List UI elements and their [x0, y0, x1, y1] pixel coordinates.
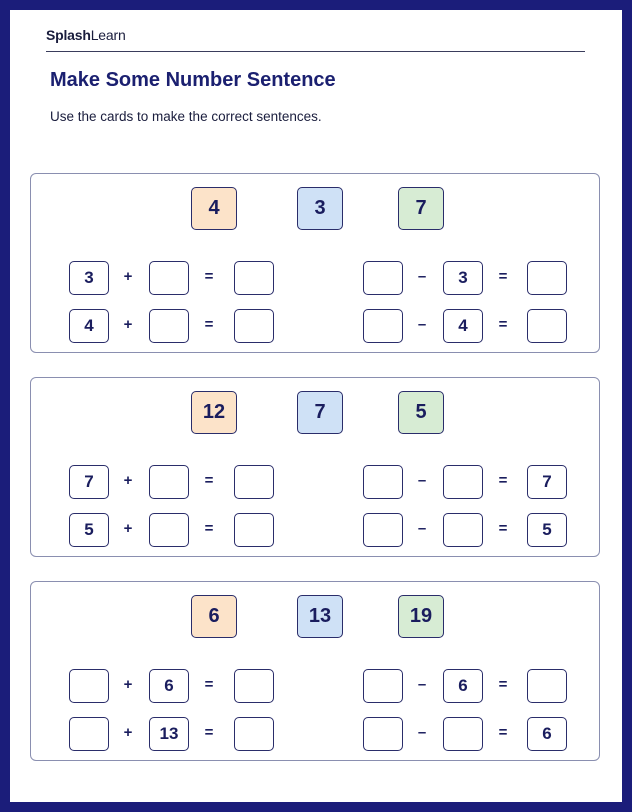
- number-box: 4: [443, 309, 483, 343]
- answer-box[interactable]: [234, 513, 274, 547]
- answer-box[interactable]: [234, 669, 274, 703]
- answer-box[interactable]: [234, 465, 274, 499]
- answer-box[interactable]: [443, 717, 483, 751]
- number-box: 6: [443, 669, 483, 703]
- plus-sign: +: [123, 520, 133, 537]
- number-box: 13: [149, 717, 189, 751]
- plus-sign: +: [123, 268, 133, 285]
- answer-box[interactable]: [363, 669, 403, 703]
- equals-sign: =: [498, 724, 508, 741]
- equals-sign: =: [498, 268, 508, 285]
- minus-sign: –: [417, 724, 427, 741]
- equals-sign: =: [204, 472, 214, 489]
- answer-box[interactable]: [363, 513, 403, 547]
- answer-box[interactable]: [527, 261, 567, 295]
- answer-box[interactable]: [69, 717, 109, 751]
- minus-sign: –: [417, 268, 427, 285]
- equals-sign: =: [204, 520, 214, 537]
- answer-box[interactable]: [363, 465, 403, 499]
- number-card[interactable]: 6: [191, 595, 237, 638]
- answer-box[interactable]: [149, 261, 189, 295]
- plus-sign: +: [123, 472, 133, 489]
- equals-sign: =: [204, 676, 214, 693]
- number-box: 3: [443, 261, 483, 295]
- number-card[interactable]: 7: [297, 391, 343, 434]
- number-card[interactable]: 3: [297, 187, 343, 230]
- answer-box[interactable]: [363, 261, 403, 295]
- answer-box[interactable]: [443, 465, 483, 499]
- equals-sign: =: [498, 676, 508, 693]
- equals-sign: =: [498, 316, 508, 333]
- plus-sign: +: [123, 676, 133, 693]
- worksheet-page: [10, 10, 622, 802]
- answer-box[interactable]: [527, 309, 567, 343]
- number-box: 6: [527, 717, 567, 751]
- instruction-text: Use the cards to make the correct sentences.: [50, 109, 322, 124]
- answer-box[interactable]: [234, 717, 274, 751]
- equals-sign: =: [498, 520, 508, 537]
- number-box: 6: [149, 669, 189, 703]
- header-divider: [46, 51, 585, 52]
- number-box: 5: [527, 513, 567, 547]
- number-card[interactable]: 12: [191, 391, 237, 434]
- puzzle-panel-3: [30, 581, 600, 761]
- answer-box[interactable]: [363, 717, 403, 751]
- brand-logo: SplashLearn: [46, 27, 126, 43]
- answer-box[interactable]: [149, 465, 189, 499]
- answer-box[interactable]: [443, 513, 483, 547]
- number-box: 4: [69, 309, 109, 343]
- answer-box[interactable]: [527, 669, 567, 703]
- answer-box[interactable]: [149, 309, 189, 343]
- answer-box[interactable]: [69, 669, 109, 703]
- minus-sign: –: [417, 472, 427, 489]
- page-title: Make Some Number Sentence: [50, 69, 336, 91]
- equals-sign: =: [204, 724, 214, 741]
- equals-sign: =: [204, 268, 214, 285]
- minus-sign: –: [417, 316, 427, 333]
- number-box: 5: [69, 513, 109, 547]
- minus-sign: –: [417, 676, 427, 693]
- answer-box[interactable]: [234, 261, 274, 295]
- number-card[interactable]: 19: [398, 595, 444, 638]
- answer-box[interactable]: [149, 513, 189, 547]
- minus-sign: –: [417, 520, 427, 537]
- number-card[interactable]: 7: [398, 187, 444, 230]
- plus-sign: +: [123, 724, 133, 741]
- puzzle-panel-2: [30, 377, 600, 557]
- equals-sign: =: [204, 316, 214, 333]
- number-box: 7: [527, 465, 567, 499]
- answer-box[interactable]: [363, 309, 403, 343]
- number-card[interactable]: 13: [297, 595, 343, 638]
- answer-box[interactable]: [234, 309, 274, 343]
- number-card[interactable]: 5: [398, 391, 444, 434]
- number-box: 7: [69, 465, 109, 499]
- number-card[interactable]: 4: [191, 187, 237, 230]
- puzzle-panel-1: [30, 173, 600, 353]
- plus-sign: +: [123, 316, 133, 333]
- number-box: 3: [69, 261, 109, 295]
- equals-sign: =: [498, 472, 508, 489]
